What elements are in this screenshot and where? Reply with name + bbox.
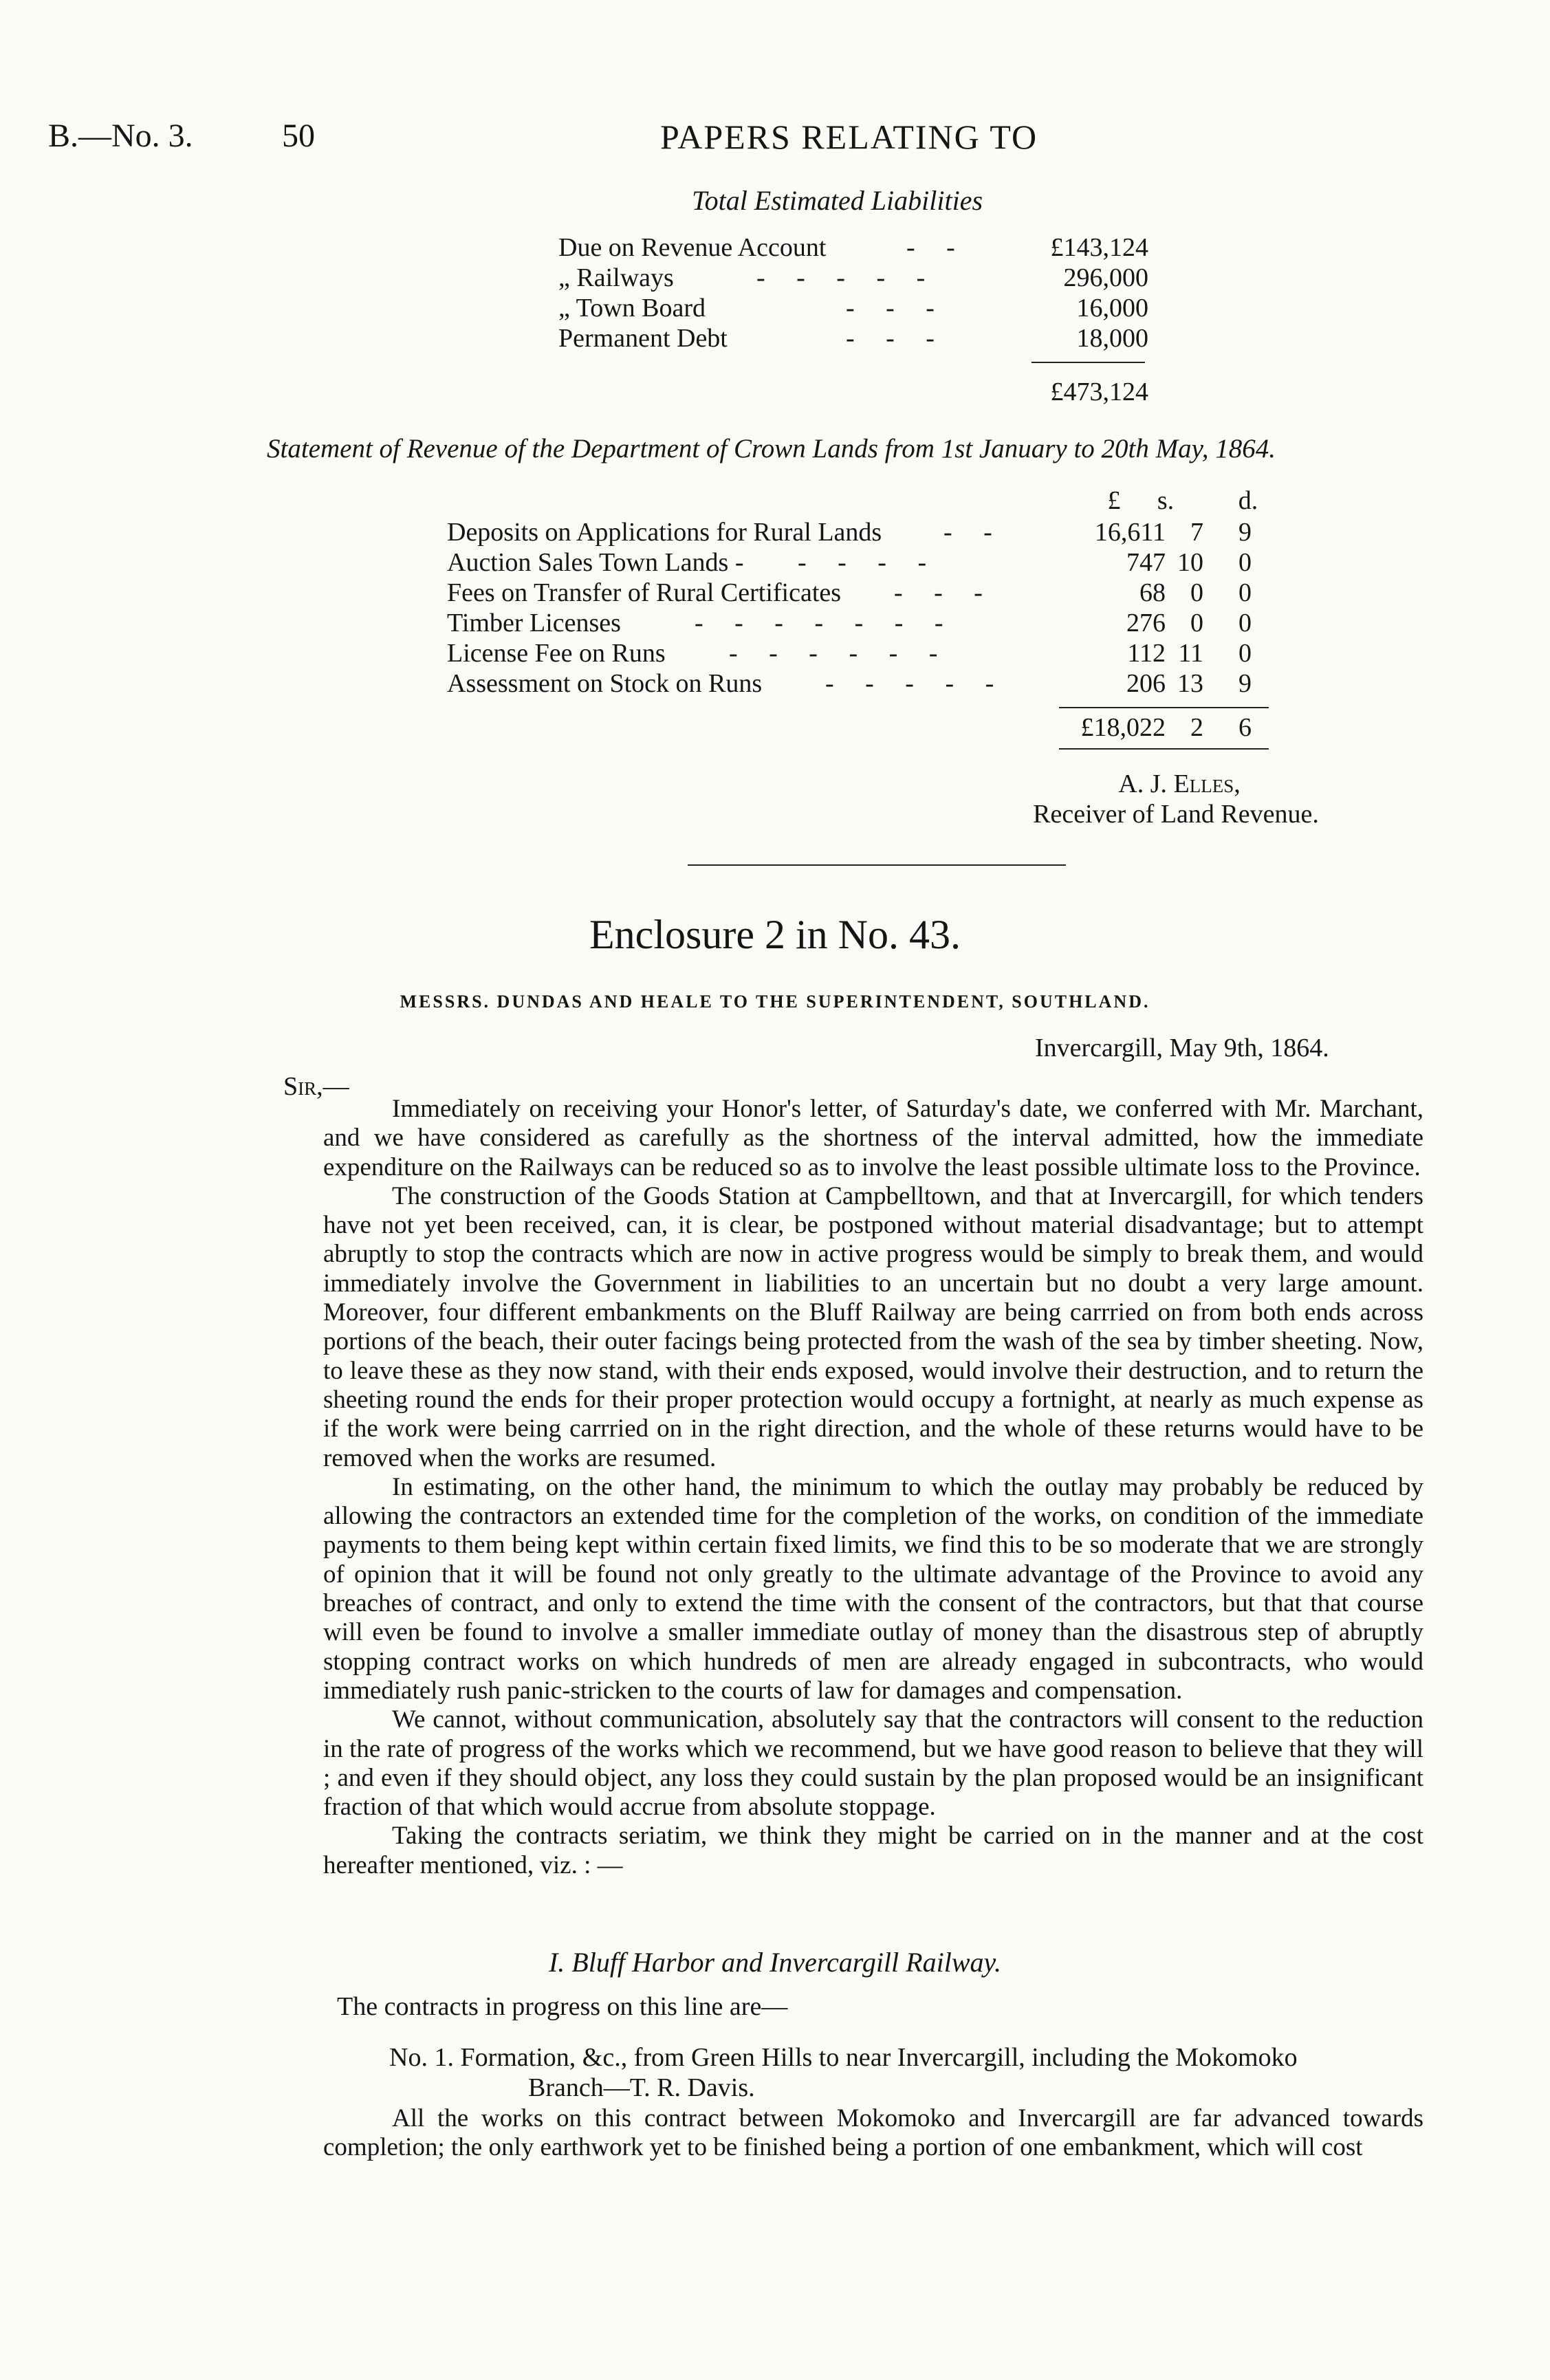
paragraph: All the works on this contract between Mokomoko and Invercargill are far advanced towards completion; the only earthwork yet to be finished being a portion of one embankment, which will cost bbox=[323, 2104, 1423, 2162]
liability-label: „ Town Board bbox=[558, 294, 706, 323]
revenue-pence: 0 bbox=[1238, 609, 1252, 637]
revenue-shillings: 13 bbox=[1177, 669, 1203, 698]
revenue-shillings: 0 bbox=[1190, 578, 1203, 607]
letter-body bbox=[323, 1095, 1423, 1880]
revenue-total-shillings: 2 bbox=[1190, 713, 1203, 742]
revenue-pence: 0 bbox=[1238, 548, 1252, 577]
sum-rule bbox=[1031, 362, 1145, 363]
column-head-pounds: £ bbox=[1107, 486, 1121, 515]
revenue-label: License Fee on Runs bbox=[447, 639, 666, 668]
liabilities-title: Total Estimated Liabilities bbox=[692, 185, 983, 216]
revenue-pence: 0 bbox=[1238, 578, 1252, 607]
revenue-pounds: 206 bbox=[1126, 669, 1166, 698]
revenue-label: Auction Sales Town Lands - bbox=[447, 548, 744, 577]
paragraph: Taking the contracts seriatim, we think they might be carried on in the manner and at the cost hereafter mentioned, viz. : — bbox=[323, 1822, 1423, 1879]
page-header bbox=[0, 117, 1550, 165]
column-head-shillings: s. bbox=[1157, 486, 1175, 515]
leader-dashes: - - bbox=[943, 518, 1005, 547]
revenue-label: Assessment on Stock on Runs bbox=[447, 669, 763, 698]
liability-label: Due on Revenue Account bbox=[558, 233, 827, 262]
revenue-shillings: 0 bbox=[1190, 609, 1203, 637]
page-number: 50 bbox=[282, 118, 315, 154]
liability-label: „ Railways bbox=[558, 263, 674, 292]
paragraph: The construction of the Goods Station at Campbelltown, and that at Invercargill, for which tenders have not yet been received, can, it is clear, be postponed without material disadvantage; but to attempt abruptly to stop the contracts which are now in active progress would be simply to break them, and would immediately involve the Government in liabilities to an uncertain but no doubt a very large amount. Moreover, four different embankments on the Bluff Railway are being carrried on from both ends across portions of the beach, their outer facings being protected from the wash of the sea by timber sheeting. Now, to leave these as they now stand, with their ends exposed, would involve their destruction, and to return the sheeting round the ends for their proper protection would occupy a fortnight, at nearly as much expense as if the work were being carrried on in the right direction, and the whole of these returns would have to be removed when the works are resumed. bbox=[323, 1181, 1423, 1472]
revenue-pounds: 16,611 bbox=[1094, 518, 1166, 547]
leader-dashes: - - - - bbox=[798, 548, 939, 577]
revenue-shillings: 7 bbox=[1190, 518, 1203, 547]
paragraph: In estimating, on the other hand, the minimum to which the outlay may probably be reduced by allowing the contractors an extended time for the completion of the works, on condition of the immediate payments to them being kept within certain fixed limits, we find this to be so moderate that we are strongly of opinion that it will be found not only greatly to the ultimate advantage of the Province to avoid any breaches of contract, and only to extend the time with the consent of the contractors, but that that course will even be found to involve a smaller immediate outlay of money than the disastrous step of abruptly stopping contract works on which hundreds of men are already engaged in subcontracts, who would immediately rush panic-stricken to the courts of law for damages and compensation. bbox=[323, 1472, 1423, 1705]
liability-amount: 18,000 bbox=[1076, 324, 1148, 353]
leader-dashes: - - bbox=[906, 233, 968, 262]
final-paragraph bbox=[323, 2104, 1423, 2163]
sum-rule bbox=[1059, 707, 1269, 708]
revenue-pence: 0 bbox=[1238, 639, 1252, 668]
leader-dashes: - - - bbox=[894, 578, 995, 607]
revenue-label: Timber Licenses bbox=[447, 609, 621, 637]
contract-entry-continued: Branch—T. R. Davis. bbox=[528, 2073, 755, 2102]
enclosure-subtitle: MESSRS. DUNDAS AND HEALE TO THE SUPERINTENDENT, SOUTHLAND. bbox=[400, 992, 1150, 1012]
leader-dashes: - - - bbox=[846, 294, 947, 323]
revenue-pence: 9 bbox=[1238, 518, 1252, 547]
section-divider bbox=[688, 864, 1066, 866]
liability-amount: 16,000 bbox=[1076, 294, 1148, 323]
leader-dashes: - - - bbox=[846, 324, 947, 353]
salutation: Sir,— bbox=[283, 1072, 349, 1101]
leader-dashes: - - - - - - bbox=[729, 639, 950, 668]
revenue-label: Deposits on Applications for Rural Lands bbox=[447, 518, 882, 547]
revenue-shillings: 11 bbox=[1178, 639, 1203, 668]
signatory-name: A. J. Elles, bbox=[1118, 769, 1241, 798]
document-reference: B.—No. 3. bbox=[48, 118, 193, 154]
liability-amount: 296,000 bbox=[1063, 263, 1148, 292]
revenue-pounds: 68 bbox=[1139, 578, 1166, 607]
liabilities-total: £473,124 bbox=[1050, 378, 1148, 406]
revenue-total-pounds: £18,022 bbox=[1080, 713, 1166, 742]
revenue-title: Statement of Revenue of the Department of Crown Lands from 1st January to 20th May, 1864. bbox=[267, 434, 1276, 463]
leader-dashes: - - - - - bbox=[756, 263, 938, 292]
enclosure-title: Enclosure 2 in No. 43. bbox=[589, 912, 961, 957]
place-date: Invercargill, May 9th, 1864. bbox=[1035, 1034, 1329, 1062]
sum-rule bbox=[1059, 748, 1269, 750]
section-title: I. Bluff Harbor and Invercargill Railway. bbox=[548, 1947, 1002, 1978]
revenue-pounds: 747 bbox=[1126, 548, 1166, 577]
running-title: PAPERS RELATING TO bbox=[660, 118, 1038, 156]
paragraph: Immediately on receiving your Honor's letter, of Saturday's date, we conferred with Mr. Marchant, and we have considered as carefully as the shortness of the interval admitted, how the immediate expenditure on the Railways can be reduced so as to involve the least possible ultimate loss to the Province. bbox=[323, 1095, 1423, 1181]
paragraph: We cannot, without communication, absolutely say that the contractors will consent to the reduction in the rate of progress of the works which we recommend, but we have good reason to believe that they will ; and even if they should object, any loss they could sustain by the plan proposed would be an insignificant fraction of that which would accrue from absolute stoppage. bbox=[323, 1705, 1423, 1822]
revenue-shillings: 10 bbox=[1177, 548, 1203, 577]
column-head-pence: d. bbox=[1238, 486, 1258, 515]
revenue-label: Fees on Transfer of Rural Certificates bbox=[447, 578, 842, 607]
revenue-pounds: 276 bbox=[1126, 609, 1166, 637]
liability-label: Permanent Debt bbox=[558, 324, 728, 353]
leader-dashes: - - - - - - - bbox=[695, 609, 956, 637]
contracts-intro: The contracts in progress on this line are— bbox=[337, 1992, 788, 2021]
contract-entry: No. 1. Formation, &c., from Green Hills to near Invercargill, including the Mokomoko bbox=[389, 2043, 1298, 2072]
revenue-pounds: 112 bbox=[1127, 639, 1166, 668]
leader-dashes: - - - - - bbox=[825, 669, 1007, 698]
liability-amount: £143,124 bbox=[1050, 233, 1148, 262]
revenue-pence: 9 bbox=[1238, 669, 1252, 698]
signatory-title: Receiver of Land Revenue. bbox=[1033, 800, 1319, 829]
revenue-total-pence: 6 bbox=[1238, 713, 1252, 742]
